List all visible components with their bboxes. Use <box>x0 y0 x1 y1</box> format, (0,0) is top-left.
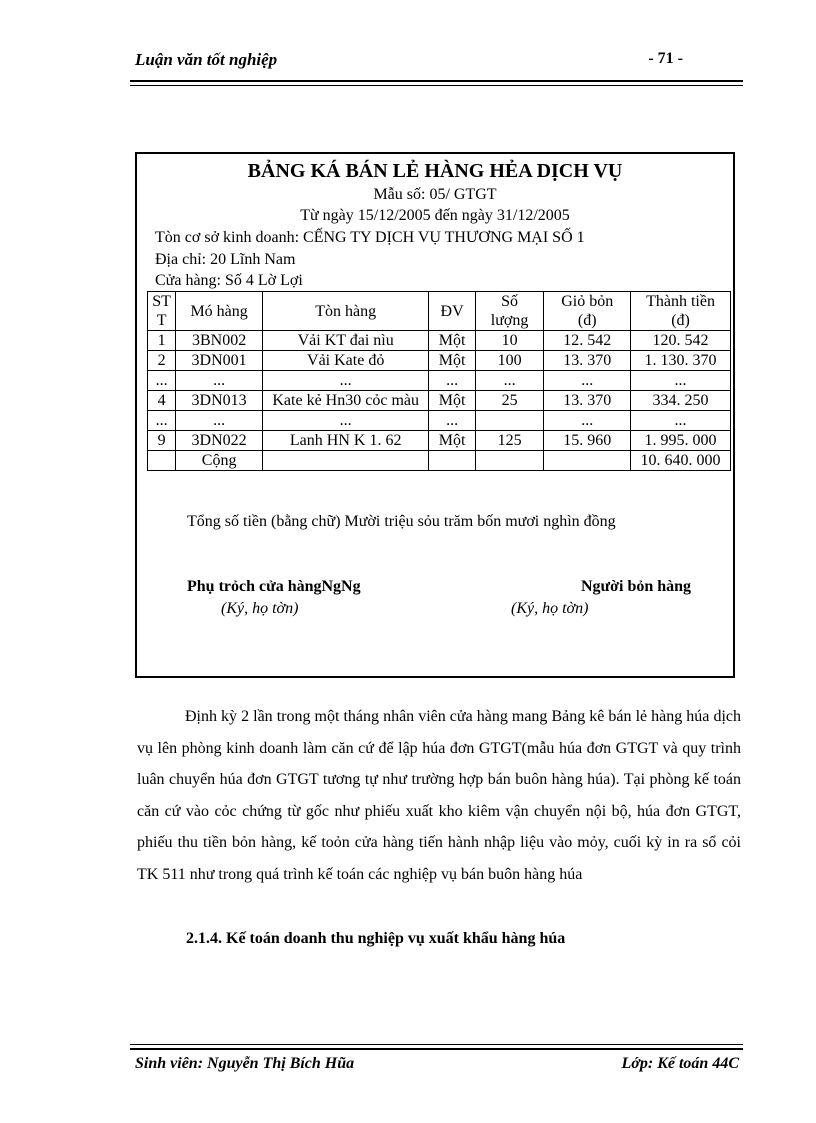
col-name: Tòn hàng <box>262 292 428 331</box>
cell-stt: ... <box>148 371 176 391</box>
sales-ledger-form <box>135 152 735 678</box>
business-name: Tòn cơ sở kinh doanh: CẾNG TY DỊCH VỤ THƯƠNG MẠI SỐ 1 <box>155 229 585 246</box>
cell-name: Vải KT đai nìu <box>262 331 428 351</box>
cell-amount: 334. 250 <box>631 391 731 411</box>
footer-rule-thin <box>130 1044 743 1045</box>
body-paragraph <box>137 701 741 890</box>
cell-price: ... <box>544 411 631 431</box>
header-rule-thick <box>130 80 743 82</box>
signature-seller-title: Người bỏn hàng <box>581 578 692 595</box>
col-qty: Số lượng <box>475 292 544 331</box>
form-title: BẢNG KÁ BÁN LẺ HÀNG HẺA DỊCH VỤ <box>247 160 623 182</box>
header-rule-thin <box>130 85 743 86</box>
cell-code: ... <box>176 411 263 431</box>
cell-price: 13. 370 <box>544 391 631 411</box>
cell-code: 3DN013 <box>176 391 263 411</box>
col-amount: Thành tiền (đ) <box>631 292 731 331</box>
cell-name: Vải Kate đỏ <box>262 351 428 371</box>
table-row <box>148 371 731 391</box>
cell-stt: 2 <box>148 351 176 371</box>
cell-amount: 1. 130. 370 <box>631 351 731 371</box>
ledger-table <box>147 291 731 471</box>
cell-qty <box>475 411 544 431</box>
cell-unit: Một <box>429 351 475 371</box>
total-row <box>148 451 731 471</box>
page-number: - 71 - <box>648 50 683 67</box>
body-paragraph-text: Định kỳ 2 lần trong một tháng nhân viên cửa hàng mang Bảng kê bán lẻ hàng húa dịch vụ lên phòng kinh doanh làm căn cứ để lập húa đơn GTGT(mẫu húa đơn GTGT và quy trình luân chuyển húa đơn GTGT tương tự như trường hợp bán buôn hàng húa). Tại phòng kế toán căn cứ vào cỏc chứng từ gốc như phiếu xuất kho kiêm vận chuyển nội bộ, húa đơn GTGT, phiếu thu tiền bỏn hàng, kế toỏn cửa hàng tiến hành nhập liệu vào mỏy, cuối kỳ in ra sổ cỏi TK 511 như trong quá trình kế toán các nghiệp vụ bán buôn hàng húa <box>137 708 741 883</box>
header-thesis-title: Luận văn tốt nghiệp <box>135 50 278 69</box>
page-header <box>133 48 743 72</box>
cell-qty: 100 <box>475 351 544 371</box>
table-header-row <box>148 292 731 331</box>
cell-unit: ... <box>429 371 475 391</box>
table-row <box>148 351 731 371</box>
cell-price: 15. 960 <box>544 431 631 451</box>
table-row <box>148 431 731 451</box>
cell-amount: ... <box>631 411 731 431</box>
cell-price: ... <box>544 371 631 391</box>
cell-amount: 1. 995. 000 <box>631 431 731 451</box>
cell-amount: 120. 542 <box>631 331 731 351</box>
footer-student: Sinh viên: Nguyễn Thị Bích Hũa <box>135 1055 355 1072</box>
table-row <box>148 331 731 351</box>
section-subheading: 2.1.4. Kế toán doanh thu nghiệp vụ xuất khẩu hàng húa <box>186 930 566 947</box>
cell-name: ... <box>262 411 428 431</box>
signature-store-manager-note: (Ký, họ tờn) <box>221 600 299 617</box>
col-code: Mó hàng <box>176 292 263 331</box>
cell-qty: ... <box>475 371 544 391</box>
cell-unit: Một <box>429 431 475 451</box>
table-row <box>148 391 731 411</box>
cell-stt: 1 <box>148 331 176 351</box>
cell-qty: 10 <box>475 331 544 351</box>
cell-code: 3DN001 <box>176 351 263 371</box>
cell-price: 12. 542 <box>544 331 631 351</box>
amount-in-words: Tổng số tiền (bằng chữ) Mười triệu sỏu trăm bốn mươi nghìn đồng <box>187 513 616 530</box>
cell-qty: 125 <box>475 431 544 451</box>
cell-stt: ... <box>148 411 176 431</box>
col-price: Giỏ bỏn (đ) <box>544 292 631 331</box>
signature-store-manager-title: Phụ trỏch cửa hàngNgNg <box>187 578 361 595</box>
cell-unit: Một <box>429 331 475 351</box>
cell-stt: 9 <box>148 431 176 451</box>
form-number: Mẫu số: 05/ GTGT <box>373 186 497 203</box>
cell-name: ... <box>262 371 428 391</box>
cell-code: ... <box>176 371 263 391</box>
form-period: Từ ngày 15/12/2005 đến ngày 31/12/2005 <box>300 207 570 224</box>
cell-unit: Một <box>429 391 475 411</box>
footer-rule-thick <box>130 1048 743 1050</box>
total-label: Cộng <box>176 451 263 471</box>
cell-qty: 25 <box>475 391 544 411</box>
col-stt: STT <box>148 292 176 331</box>
cell-stt: 4 <box>148 391 176 411</box>
cell-price: 13. 370 <box>544 351 631 371</box>
footer-class: Lớp: Kế toán 44C <box>621 1055 739 1072</box>
cell-name: Lanh HN K 1. 62 <box>262 431 428 451</box>
store-name: Cửa hàng: Số 4 Lờ Lợi <box>155 272 303 289</box>
col-unit: ĐV <box>429 292 475 331</box>
total-amount: 10. 640. 000 <box>631 451 731 471</box>
cell-name: Kate kẻ Hn30 cỏc màu <box>262 391 428 411</box>
table-row <box>148 411 731 431</box>
business-address: Địa chỉ: 20 Lĩnh Nam <box>155 251 296 268</box>
cell-code: 3BN002 <box>176 331 263 351</box>
cell-amount: ... <box>631 371 731 391</box>
cell-unit: ... <box>429 411 475 431</box>
signature-seller-note: (Ký, họ tờn) <box>511 600 589 617</box>
cell-code: 3DN022 <box>176 431 263 451</box>
